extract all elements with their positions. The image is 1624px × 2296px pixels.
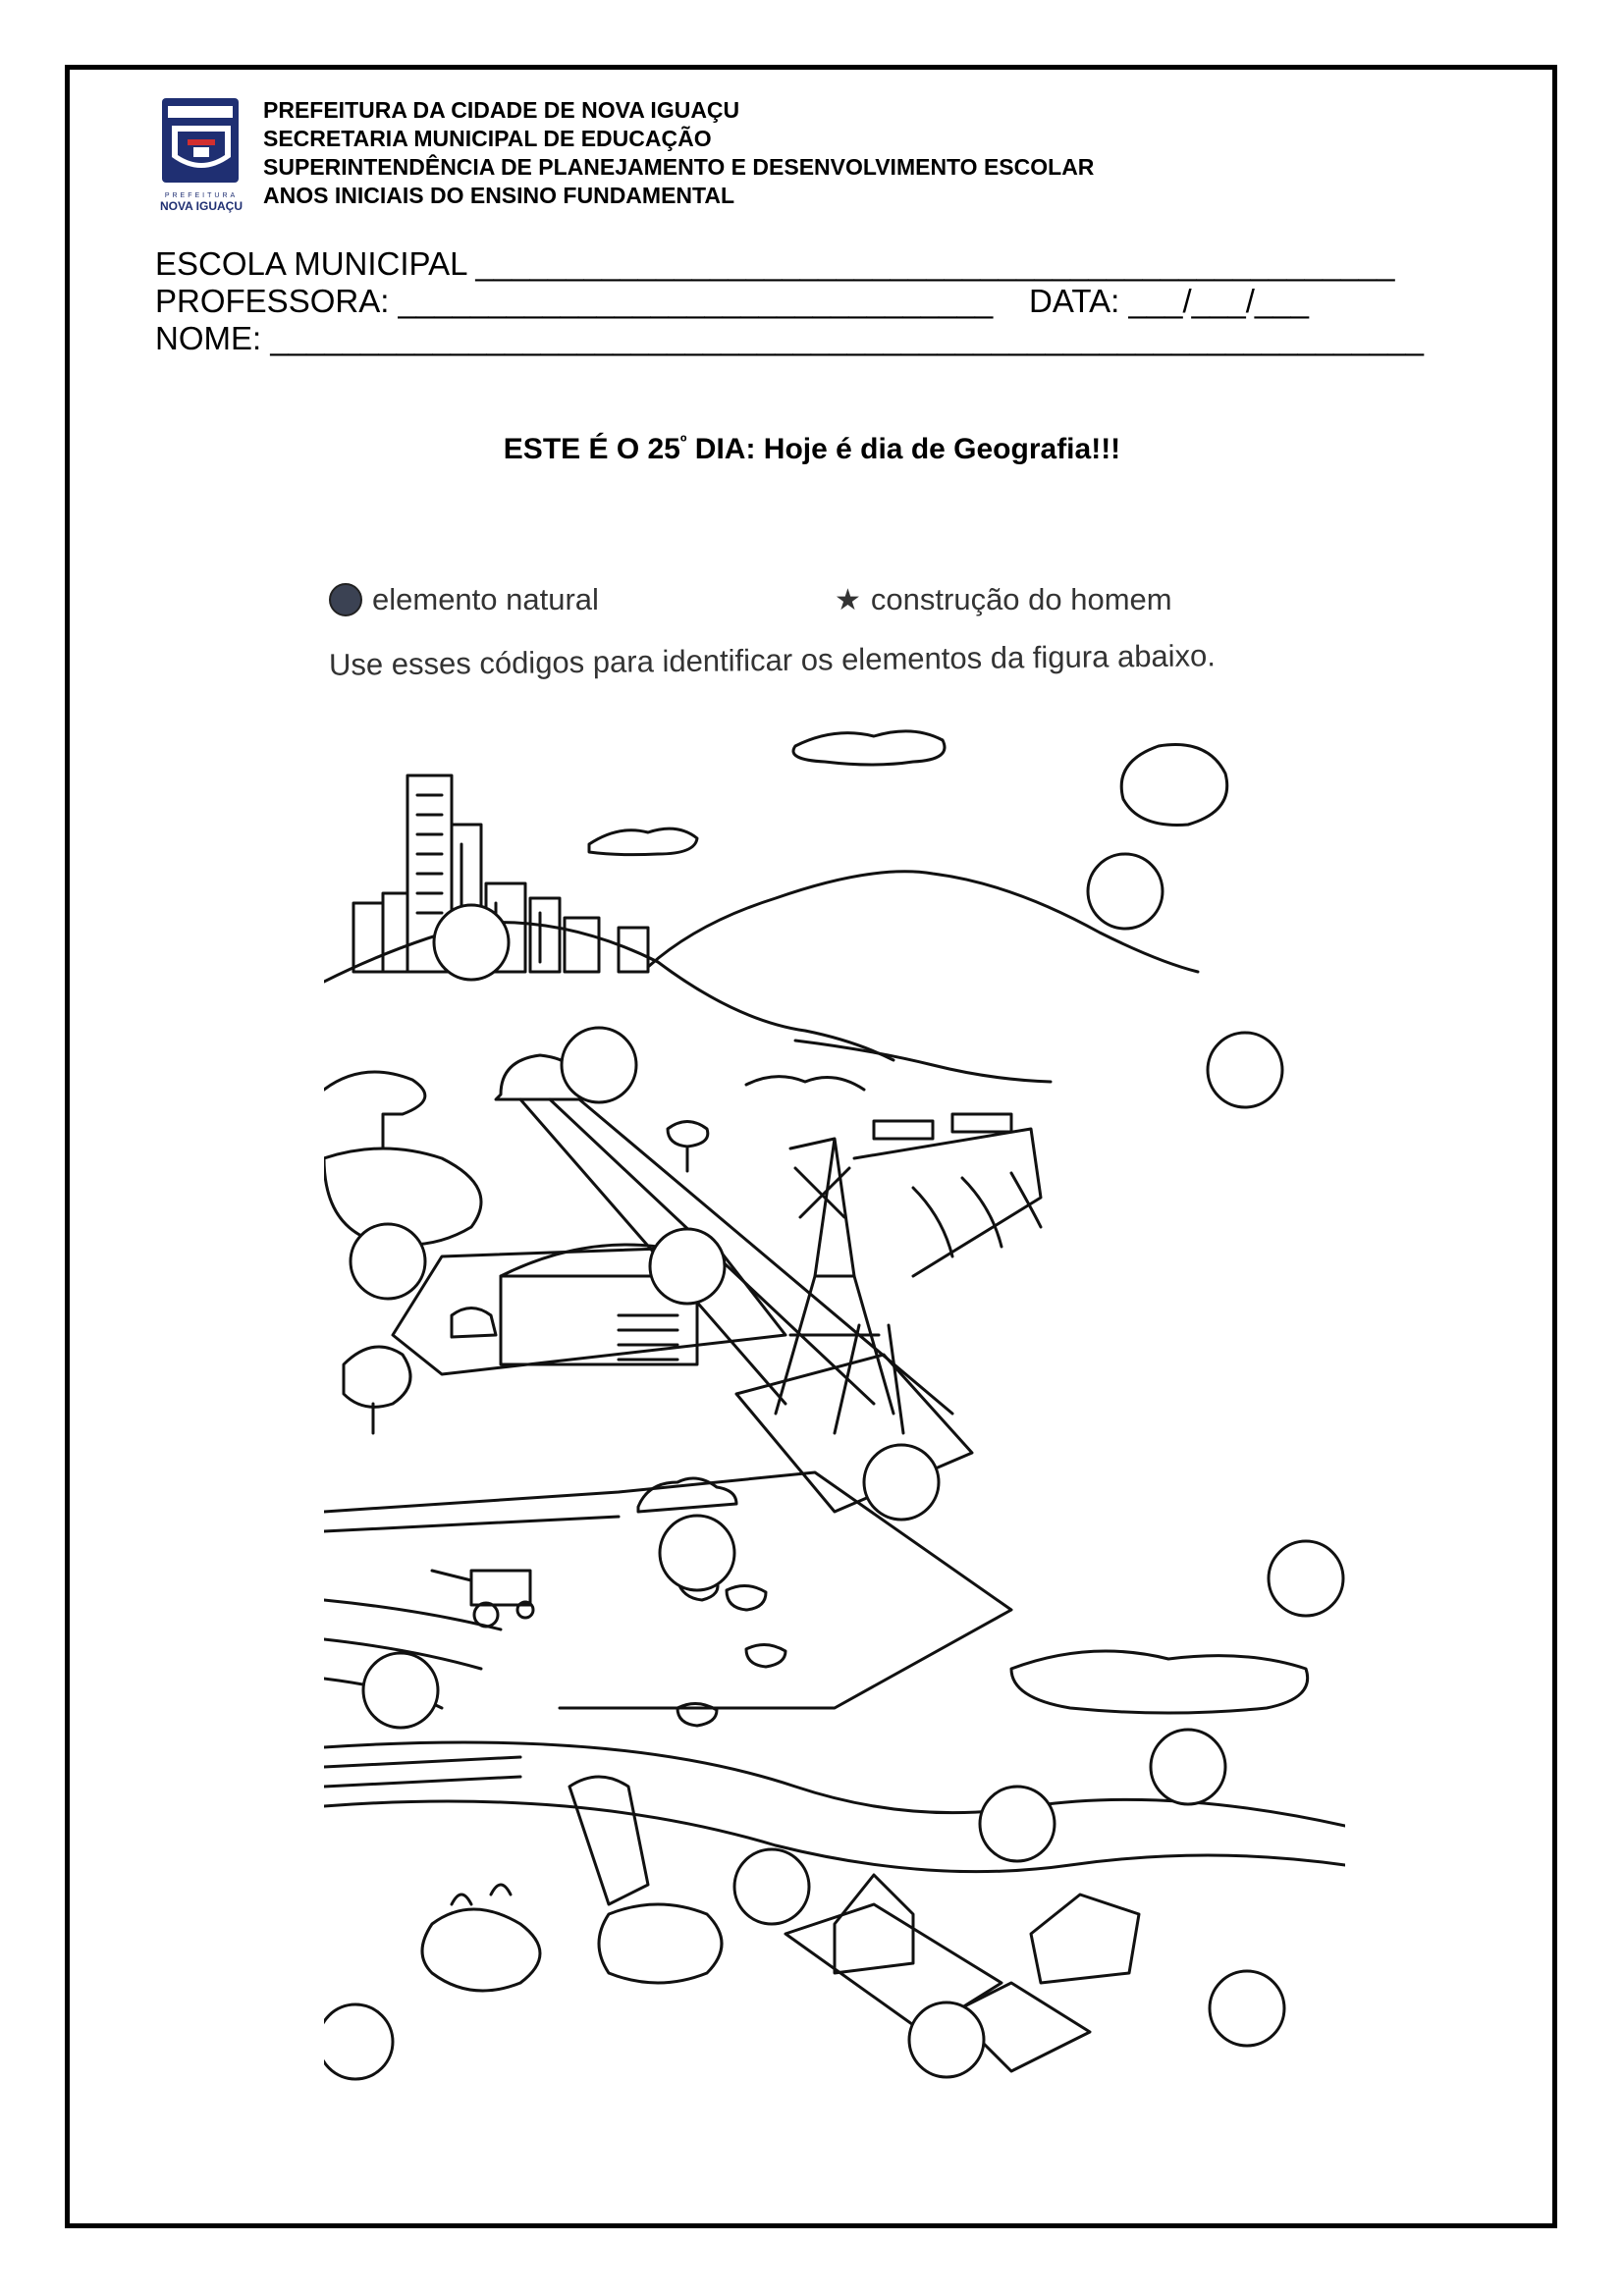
answer-circle[interactable] xyxy=(980,1787,1055,1861)
answer-circle[interactable] xyxy=(1208,1033,1282,1107)
sun xyxy=(1121,745,1227,826)
answer-circle[interactable] xyxy=(660,1516,734,1590)
name-field[interactable]: NOME: ________________________________________________________________ xyxy=(155,320,1424,356)
legend-human-label: construção do homem xyxy=(870,582,1172,616)
ordinal-mark: º xyxy=(679,432,687,452)
header-line-3: SUPERINTENDÊNCIA DE PLANEJAMENTO E DESENVOLVIMENTO ESCOLAR xyxy=(263,154,1095,180)
cloud-left xyxy=(589,828,697,855)
road xyxy=(520,1099,952,1414)
car xyxy=(638,1478,736,1512)
instruction-text: Use esses códigos para identificar os elementos da figura abaixo. xyxy=(328,638,1217,682)
header-line-4: ANOS INICIAIS DO ENSINO FUNDAMENTAL xyxy=(263,183,735,208)
bush-right xyxy=(1011,1651,1308,1713)
dam xyxy=(854,1114,1041,1276)
page-title: ESTE É O $25^º$ DIA: Hoje é dia de Geografia!!! xyxy=(503,432,1121,465)
answer-circle[interactable] xyxy=(562,1028,636,1102)
legend-human xyxy=(835,582,1172,617)
star-icon: ★ xyxy=(835,583,861,616)
fence-lower xyxy=(324,1757,520,1787)
institution-header xyxy=(263,96,1094,210)
small-tree xyxy=(668,1122,708,1172)
date-field[interactable]: DATA: ___/___/___ xyxy=(1029,283,1309,319)
answer-circle[interactable] xyxy=(351,1224,425,1299)
student-info-fields xyxy=(155,245,1424,357)
legend-natural xyxy=(329,582,599,617)
answer-circle[interactable] xyxy=(1151,1730,1225,1804)
bush-left xyxy=(344,1347,410,1433)
logo-top-text: PREFEITURA xyxy=(164,192,239,199)
river-bank-lower xyxy=(324,1801,1345,1872)
bridge xyxy=(569,1777,648,1904)
legend-natural-label: elemento natural xyxy=(372,582,599,616)
answer-circle[interactable] xyxy=(1210,1971,1284,2046)
header-line-1: PREFEITURA DA CIDADE DE NOVA IGUAÇU xyxy=(263,97,740,123)
bird-nest xyxy=(422,1909,540,1991)
filled-circle-icon xyxy=(329,583,362,616)
answer-circle[interactable] xyxy=(1088,854,1163,929)
answer-circle[interactable] xyxy=(734,1849,809,1924)
birds xyxy=(452,1885,511,1904)
bush-lower xyxy=(599,1904,722,1983)
cloud-top xyxy=(793,731,945,765)
power-tower xyxy=(736,1139,972,1512)
school-field[interactable]: ESCOLA MUNICIPAL ___________________________________________________ xyxy=(155,245,1395,282)
answer-circle[interactable] xyxy=(434,905,509,980)
answer-circle[interactable] xyxy=(363,1653,438,1728)
city-coat-of-arms-logo xyxy=(152,96,250,214)
answer-circle[interactable] xyxy=(1269,1541,1343,1616)
header-line-2: SECRETARIA MUNICIPAL DE EDUCAÇÃO xyxy=(263,126,712,151)
teacher-field[interactable]: PROFESSORA: _________________________________ xyxy=(155,283,994,319)
landscape-illustration xyxy=(324,726,1345,2091)
answer-circle[interactable] xyxy=(864,1445,939,1520)
answer-circle[interactable] xyxy=(324,2004,393,2079)
tree-umbrella xyxy=(324,1072,425,1148)
logo-bottom-text: NOVA IGUAÇU xyxy=(160,199,243,213)
trees-distant xyxy=(746,1077,864,1090)
answer-circle[interactable] xyxy=(909,2002,984,2077)
river-bank xyxy=(795,1041,1051,1082)
cows xyxy=(677,1575,785,1726)
answer-circle[interactable] xyxy=(650,1229,725,1304)
teacher-field-row xyxy=(155,283,1424,320)
